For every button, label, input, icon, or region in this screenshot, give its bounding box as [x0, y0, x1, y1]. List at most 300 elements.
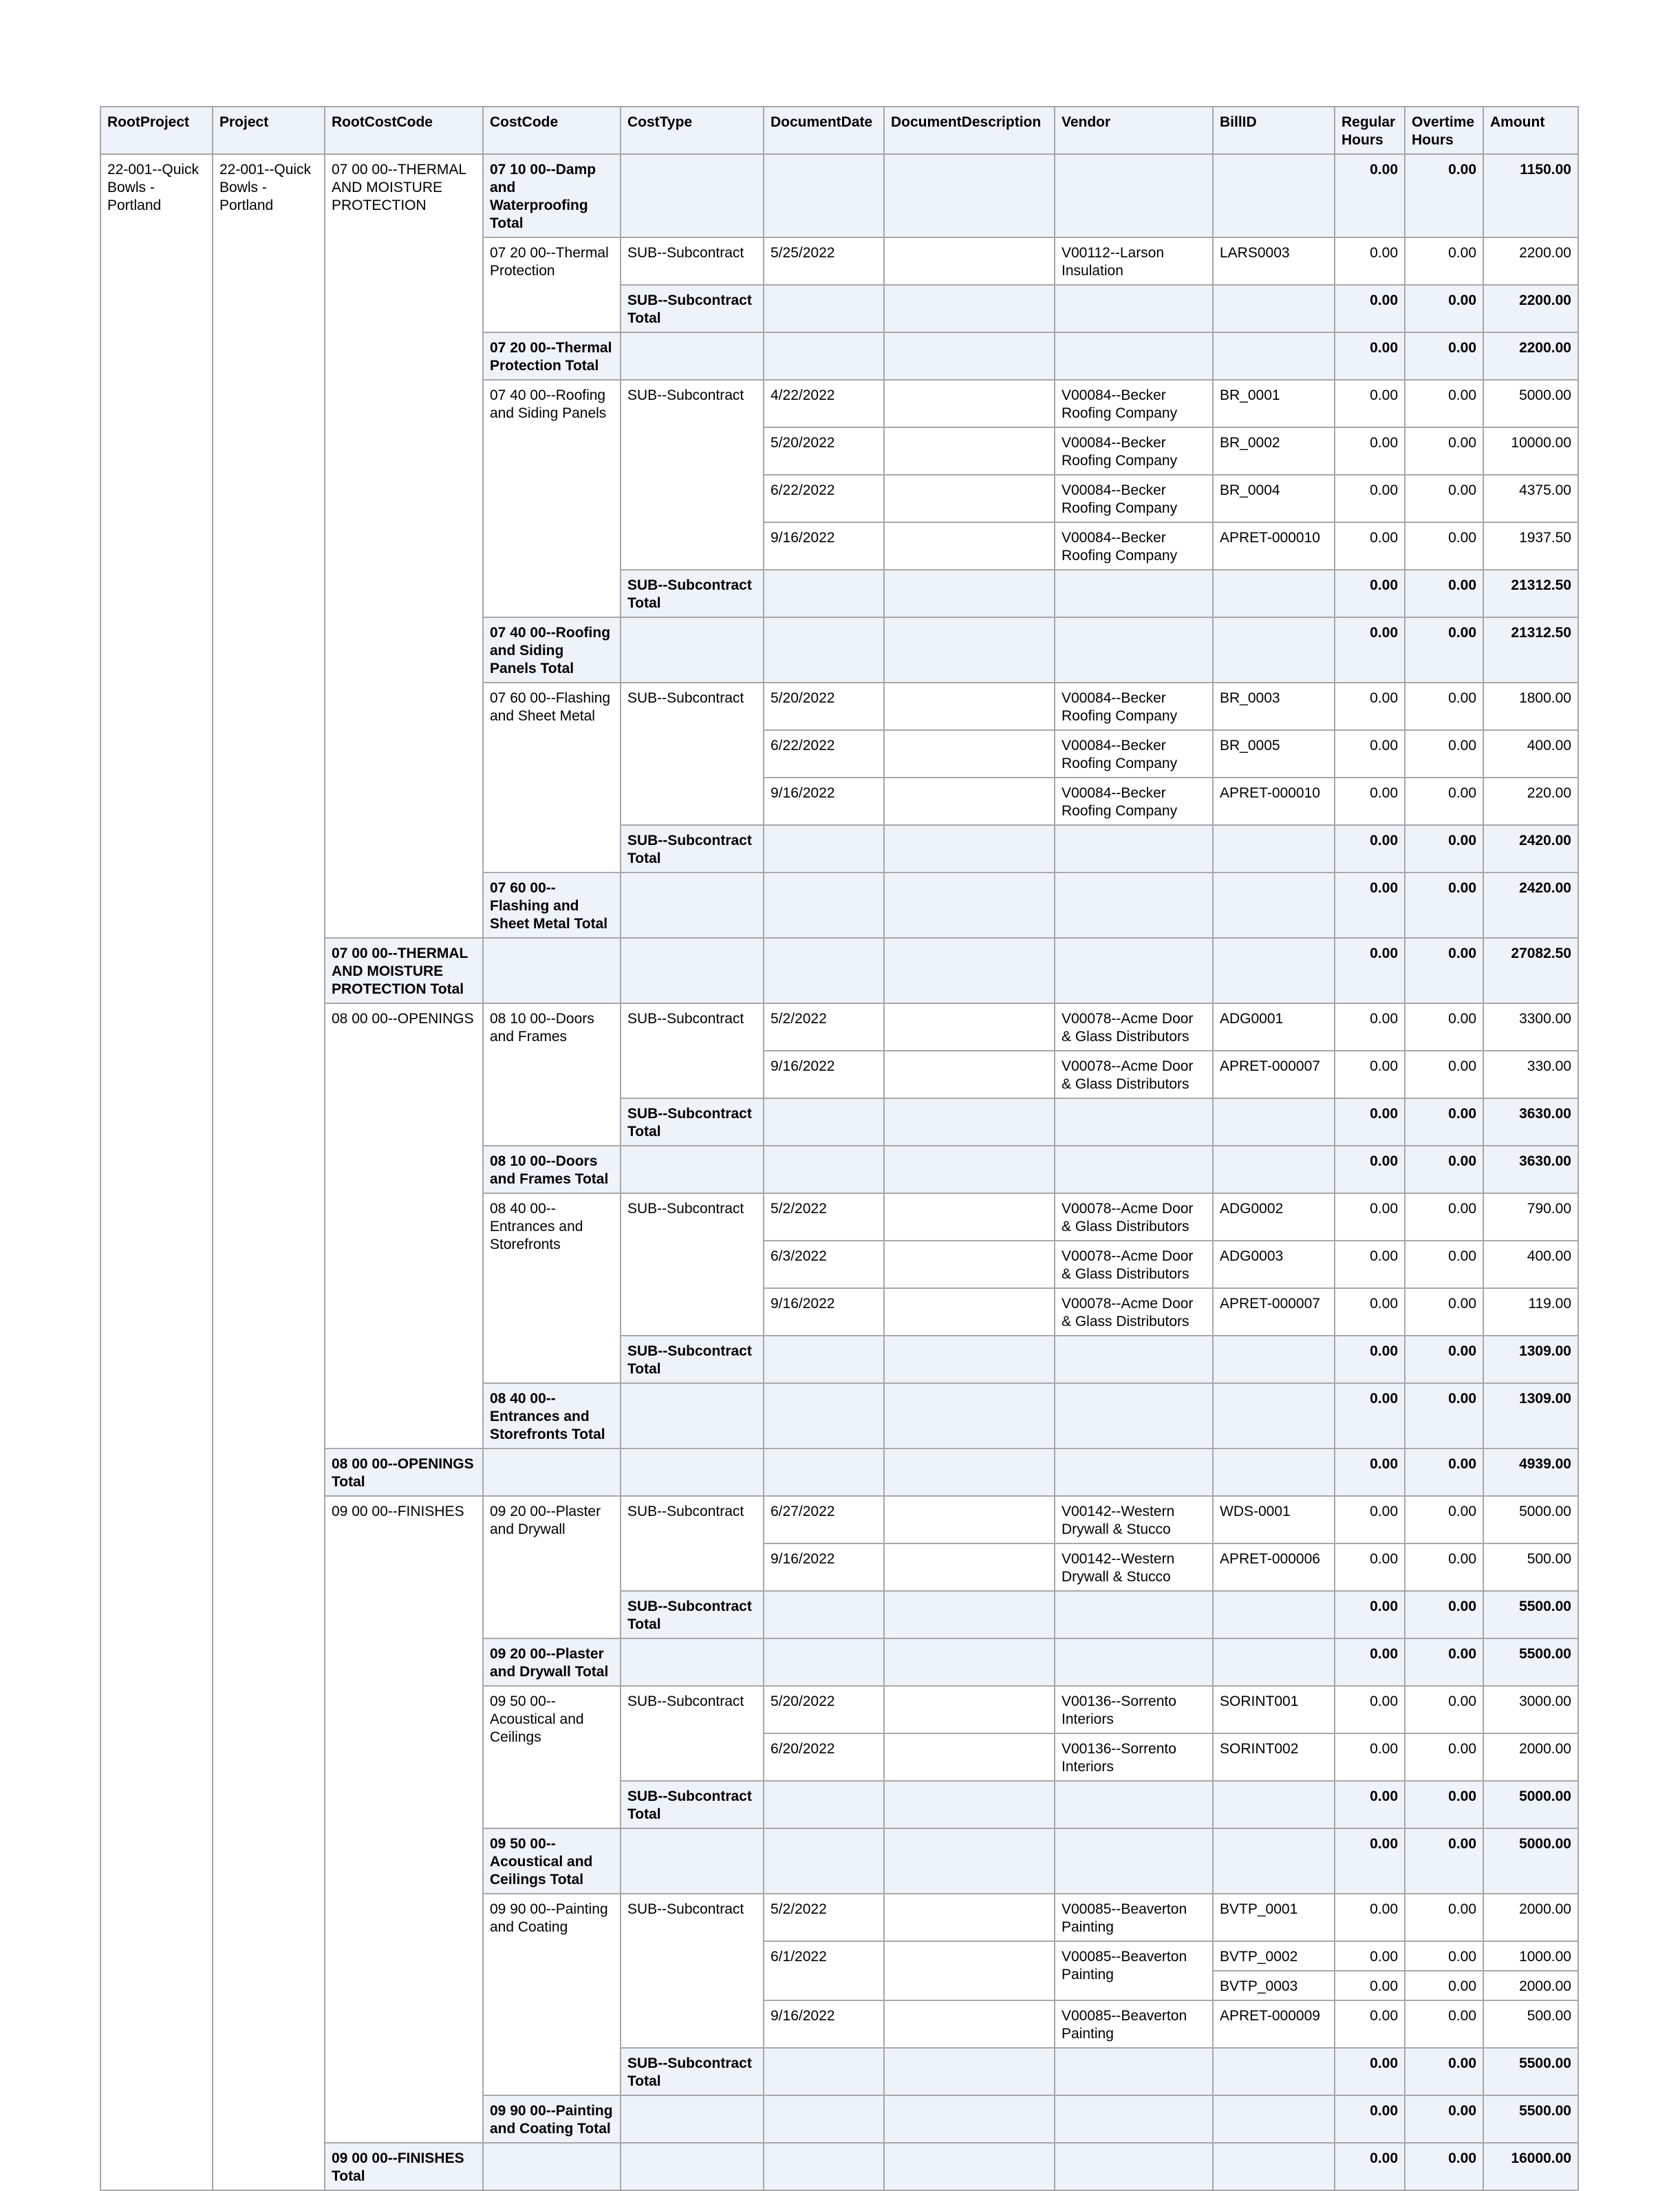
document-description-cell — [884, 683, 1055, 730]
bill-id-cell: SORINT001 — [1213, 1686, 1335, 1733]
overtime-hours-cell: 0.00 — [1405, 2095, 1483, 2143]
amount-cell: 5000.00 — [1483, 1828, 1578, 1894]
regular-hours-cell: 0.00 — [1335, 1733, 1405, 1781]
empty-cell — [1055, 1383, 1213, 1449]
document-date-cell: 5/20/2022 — [764, 427, 884, 475]
empty-cell — [764, 1146, 884, 1193]
overtime-hours-cell: 0.00 — [1405, 1638, 1483, 1686]
document-date-cell: 6/22/2022 — [764, 475, 884, 522]
bill-id-cell: BR_0003 — [1213, 683, 1335, 730]
cost-code-total-label: 07 20 00--Thermal Protection Total — [483, 332, 621, 380]
regular-hours-cell: 0.00 — [1335, 570, 1405, 617]
overtime-hours-cell: 0.00 — [1405, 154, 1483, 237]
vendor-cell: V00085--Beaverton Painting — [1055, 1894, 1213, 1941]
regular-hours-cell: 0.00 — [1335, 1591, 1405, 1638]
regular-hours-cell: 0.00 — [1335, 1894, 1405, 1941]
vendor-cell: V00142--Western Drywall & Stucco — [1055, 1543, 1213, 1591]
report-body — [100, 154, 1578, 2190]
document-description-cell — [884, 237, 1055, 285]
amount-cell: 2200.00 — [1483, 237, 1578, 285]
empty-cell — [1055, 1146, 1213, 1193]
empty-cell — [1213, 1449, 1335, 1496]
empty-cell — [764, 1336, 884, 1383]
empty-cell — [1213, 2143, 1335, 2190]
document-description-cell — [884, 2000, 1055, 2048]
cost-type-total-label: SUB--Subcontract Total — [621, 2048, 764, 2095]
empty-cell — [1055, 1781, 1213, 1828]
empty-cell — [884, 2143, 1055, 2190]
document-date-cell: 5/20/2022 — [764, 683, 884, 730]
amount-cell: 5500.00 — [1483, 2048, 1578, 2095]
empty-cell — [1213, 825, 1335, 873]
empty-cell — [764, 285, 884, 332]
overtime-hours-cell: 0.00 — [1405, 427, 1483, 475]
overtime-hours-cell: 0.00 — [1405, 1193, 1483, 1241]
cost-type-cell: SUB--Subcontract — [621, 237, 764, 285]
empty-cell — [621, 617, 764, 683]
bill-id-cell: APRET-000010 — [1213, 522, 1335, 570]
vendor-cell: V00078--Acme Door & Glass Distributors — [1055, 1003, 1213, 1051]
bill-id-cell: SORINT002 — [1213, 1733, 1335, 1781]
overtime-hours-cell: 0.00 — [1405, 730, 1483, 778]
amount-cell: 3630.00 — [1483, 1098, 1578, 1146]
regular-hours-cell: 0.00 — [1335, 873, 1405, 938]
regular-hours-cell: 0.00 — [1335, 380, 1405, 427]
amount-cell: 2420.00 — [1483, 873, 1578, 938]
empty-cell — [1213, 1591, 1335, 1638]
regular-hours-cell: 0.00 — [1335, 1496, 1405, 1543]
amount-cell: 5500.00 — [1483, 1591, 1578, 1638]
regular-hours-cell: 0.00 — [1335, 2048, 1405, 2095]
overtime-hours-cell: 0.00 — [1405, 285, 1483, 332]
bill-id-cell: BR_0005 — [1213, 730, 1335, 778]
bill-id-cell: BR_0004 — [1213, 475, 1335, 522]
overtime-hours-cell: 0.00 — [1405, 1828, 1483, 1894]
document-date-cell: 6/3/2022 — [764, 1241, 884, 1288]
regular-hours-cell: 0.00 — [1335, 1146, 1405, 1193]
document-description-cell — [884, 1733, 1055, 1781]
overtime-hours-cell: 0.00 — [1405, 380, 1483, 427]
cost-code-total-label: 07 40 00--Roofing and Siding Panels Total — [483, 617, 621, 683]
overtime-hours-cell: 0.00 — [1405, 332, 1483, 380]
amount-cell: 400.00 — [1483, 1241, 1578, 1288]
overtime-hours-cell: 0.00 — [1405, 1496, 1483, 1543]
empty-cell — [1055, 1828, 1213, 1894]
vendor-cell: V00084--Becker Roofing Company — [1055, 475, 1213, 522]
col-header-vendor: Vendor — [1055, 107, 1213, 154]
overtime-hours-cell: 0.00 — [1405, 1003, 1483, 1051]
empty-cell — [764, 873, 884, 938]
empty-cell — [1213, 1638, 1335, 1686]
cost-code-total-label: 09 90 00--Painting and Coating Total — [483, 2095, 621, 2143]
amount-cell: 2200.00 — [1483, 332, 1578, 380]
amount-cell: 4939.00 — [1483, 1449, 1578, 1496]
empty-cell — [884, 1591, 1055, 1638]
empty-cell — [764, 1449, 884, 1496]
document-description-cell — [884, 1051, 1055, 1098]
bill-id-cell: BVTP_0002 — [1213, 1941, 1335, 1971]
amount-cell: 5000.00 — [1483, 1781, 1578, 1828]
header-row — [100, 107, 1578, 154]
document-date-cell: 9/16/2022 — [764, 1051, 884, 1098]
overtime-hours-cell: 0.00 — [1405, 1781, 1483, 1828]
document-description-cell — [884, 1686, 1055, 1733]
amount-cell: 5500.00 — [1483, 1638, 1578, 1686]
bill-id-cell: LARS0003 — [1213, 237, 1335, 285]
amount-cell: 27082.50 — [1483, 938, 1578, 1003]
cost-type-total-label: SUB--Subcontract Total — [621, 825, 764, 873]
amount-cell: 1150.00 — [1483, 154, 1578, 237]
overtime-hours-cell: 0.00 — [1405, 1733, 1483, 1781]
regular-hours-cell: 0.00 — [1335, 1288, 1405, 1336]
cost-code-cell: 07 20 00--Thermal Protection — [483, 237, 621, 332]
regular-hours-cell: 0.00 — [1335, 285, 1405, 332]
document-date-cell: 6/1/2022 — [764, 1941, 884, 2000]
regular-hours-cell: 0.00 — [1335, 237, 1405, 285]
amount-cell: 400.00 — [1483, 730, 1578, 778]
amount-cell: 21312.50 — [1483, 617, 1578, 683]
root-cost-code-total-label: 08 00 00--OPENINGS Total — [325, 1449, 483, 1496]
empty-cell — [483, 938, 621, 1003]
document-date-cell: 6/27/2022 — [764, 1496, 884, 1543]
overtime-hours-cell: 0.00 — [1405, 873, 1483, 938]
bill-id-cell: APRET-000009 — [1213, 2000, 1335, 2048]
col-header-billid: BillID — [1213, 107, 1335, 154]
empty-cell — [621, 2095, 764, 2143]
overtime-hours-cell: 0.00 — [1405, 825, 1483, 873]
empty-cell — [1055, 938, 1213, 1003]
regular-hours-cell: 0.00 — [1335, 1098, 1405, 1146]
empty-cell — [1213, 938, 1335, 1003]
bill-id-cell: BR_0002 — [1213, 427, 1335, 475]
empty-cell — [884, 873, 1055, 938]
amount-cell: 1309.00 — [1483, 1383, 1578, 1449]
cost-type-cell: SUB--Subcontract — [621, 1193, 764, 1336]
amount-cell: 2200.00 — [1483, 285, 1578, 332]
overtime-hours-cell: 0.00 — [1405, 522, 1483, 570]
root-cost-code-total-label: 07 00 00--THERMAL AND MOISTURE PROTECTION Total — [325, 938, 483, 1003]
vendor-cell: V00078--Acme Door & Glass Distributors — [1055, 1193, 1213, 1241]
overtime-hours-cell: 0.00 — [1405, 1941, 1483, 1971]
regular-hours-cell: 0.00 — [1335, 778, 1405, 825]
document-description-cell — [884, 1941, 1055, 2000]
empty-cell — [764, 1828, 884, 1894]
empty-cell — [621, 938, 764, 1003]
regular-hours-cell: 0.00 — [1335, 1543, 1405, 1591]
document-description-cell — [884, 475, 1055, 522]
regular-hours-cell: 0.00 — [1335, 938, 1405, 1003]
document-description-cell — [884, 1193, 1055, 1241]
empty-cell — [764, 1781, 884, 1828]
document-description-cell — [884, 778, 1055, 825]
vendor-cell: V00112--Larson Insulation — [1055, 237, 1213, 285]
amount-cell: 3630.00 — [1483, 1146, 1578, 1193]
cost-type-total-label: SUB--Subcontract Total — [621, 570, 764, 617]
regular-hours-cell: 0.00 — [1335, 1336, 1405, 1383]
overtime-hours-cell: 0.00 — [1405, 1288, 1483, 1336]
empty-cell — [764, 1383, 884, 1449]
overtime-hours-cell: 0.00 — [1405, 570, 1483, 617]
regular-hours-cell: 0.00 — [1335, 617, 1405, 683]
empty-cell — [884, 2095, 1055, 2143]
root-cost-code-total-label: 09 00 00--FINISHES Total — [325, 2143, 483, 2190]
overtime-hours-cell: 0.00 — [1405, 1383, 1483, 1449]
vendor-cell: V00084--Becker Roofing Company — [1055, 683, 1213, 730]
vendor-cell: V00136--Sorrento Interiors — [1055, 1733, 1213, 1781]
regular-hours-cell: 0.00 — [1335, 1449, 1405, 1496]
document-description-cell — [884, 380, 1055, 427]
amount-cell: 3300.00 — [1483, 1003, 1578, 1051]
empty-cell — [1213, 1383, 1335, 1449]
bill-id-cell: ADG0002 — [1213, 1193, 1335, 1241]
vendor-cell: V00085--Beaverton Painting — [1055, 1941, 1213, 2000]
amount-cell: 4375.00 — [1483, 475, 1578, 522]
document-date-cell: 6/22/2022 — [764, 730, 884, 778]
amount-cell: 1937.50 — [1483, 522, 1578, 570]
document-description-cell — [884, 427, 1055, 475]
col-header-documentdescription: DocumentDescription — [884, 107, 1055, 154]
overtime-hours-cell: 0.00 — [1405, 1241, 1483, 1288]
empty-cell — [764, 332, 884, 380]
empty-cell — [884, 1828, 1055, 1894]
empty-cell — [884, 825, 1055, 873]
document-date-cell: 5/25/2022 — [764, 237, 884, 285]
empty-cell — [884, 617, 1055, 683]
overtime-hours-cell: 0.00 — [1405, 683, 1483, 730]
empty-cell — [1055, 1591, 1213, 1638]
document-description-cell — [884, 1496, 1055, 1543]
overtime-hours-cell: 0.00 — [1405, 778, 1483, 825]
empty-cell — [621, 1638, 764, 1686]
empty-cell — [1213, 2048, 1335, 2095]
regular-hours-cell: 0.00 — [1335, 1638, 1405, 1686]
document-date-cell: 6/20/2022 — [764, 1733, 884, 1781]
empty-cell — [1213, 2095, 1335, 2143]
col-header-project: Project — [213, 107, 325, 154]
cost-code-cell: 08 40 00--Entrances and Storefronts — [483, 1193, 621, 1383]
document-date-cell: 9/16/2022 — [764, 1288, 884, 1336]
empty-cell — [1213, 873, 1335, 938]
regular-hours-cell: 0.00 — [1335, 1828, 1405, 1894]
overtime-hours-cell: 0.00 — [1405, 1543, 1483, 1591]
cost-type-cell: SUB--Subcontract — [621, 1496, 764, 1591]
empty-cell — [1213, 1146, 1335, 1193]
empty-cell — [764, 2095, 884, 2143]
regular-hours-cell: 0.00 — [1335, 2143, 1405, 2190]
cost-code-total-label: 09 20 00--Plaster and Drywall Total — [483, 1638, 621, 1686]
vendor-cell: V00084--Becker Roofing Company — [1055, 778, 1213, 825]
amount-cell: 5000.00 — [1483, 380, 1578, 427]
empty-cell — [1213, 285, 1335, 332]
document-date-cell: 5/2/2022 — [764, 1003, 884, 1051]
cost-type-cell: SUB--Subcontract — [621, 683, 764, 825]
bill-id-cell: BVTP_0001 — [1213, 1894, 1335, 1941]
document-description-cell — [884, 1241, 1055, 1288]
vendor-cell: V00078--Acme Door & Glass Distributors — [1055, 1241, 1213, 1288]
amount-cell: 5500.00 — [1483, 2095, 1578, 2143]
overtime-hours-cell: 0.00 — [1405, 1591, 1483, 1638]
empty-cell — [1213, 617, 1335, 683]
regular-hours-cell: 0.00 — [1335, 1193, 1405, 1241]
empty-cell — [884, 1336, 1055, 1383]
amount-cell: 5000.00 — [1483, 1496, 1578, 1543]
regular-hours-cell: 0.00 — [1335, 154, 1405, 237]
empty-cell — [884, 1146, 1055, 1193]
empty-cell — [884, 2048, 1055, 2095]
empty-cell — [621, 332, 764, 380]
regular-hours-cell: 0.00 — [1335, 1941, 1405, 1971]
amount-cell: 16000.00 — [1483, 2143, 1578, 2190]
document-description-cell — [884, 1894, 1055, 1941]
empty-cell — [764, 617, 884, 683]
empty-cell — [884, 1449, 1055, 1496]
empty-cell — [1213, 154, 1335, 237]
empty-cell — [884, 1638, 1055, 1686]
empty-cell — [764, 570, 884, 617]
vendor-cell: V00084--Becker Roofing Company — [1055, 522, 1213, 570]
overtime-hours-cell: 0.00 — [1405, 1146, 1483, 1193]
empty-cell — [764, 154, 884, 237]
empty-cell — [1055, 1449, 1213, 1496]
amount-cell: 330.00 — [1483, 1051, 1578, 1098]
empty-cell — [1055, 1098, 1213, 1146]
bill-id-cell: WDS-0001 — [1213, 1496, 1335, 1543]
empty-cell — [1055, 617, 1213, 683]
empty-cell — [764, 938, 884, 1003]
cost-type-total-label: SUB--Subcontract Total — [621, 1098, 764, 1146]
regular-hours-cell: 0.00 — [1335, 683, 1405, 730]
empty-cell — [884, 570, 1055, 617]
overtime-hours-cell: 0.00 — [1405, 1894, 1483, 1941]
empty-cell — [621, 1449, 764, 1496]
empty-cell — [1213, 1336, 1335, 1383]
cost-code-total-row — [100, 154, 1578, 237]
amount-cell: 21312.50 — [1483, 570, 1578, 617]
empty-cell — [884, 938, 1055, 1003]
regular-hours-cell: 0.00 — [1335, 730, 1405, 778]
cost-type-cell: SUB--Subcontract — [621, 1686, 764, 1781]
regular-hours-cell: 0.00 — [1335, 522, 1405, 570]
cost-type-cell: SUB--Subcontract — [621, 1003, 764, 1098]
col-header-overtime-hours: Overtime Hours — [1405, 107, 1483, 154]
empty-cell — [1213, 332, 1335, 380]
amount-cell: 3000.00 — [1483, 1686, 1578, 1733]
cost-code-cell: 09 50 00--Acoustical and Ceilings — [483, 1686, 621, 1828]
col-header-rootcostcode: RootCostCode — [325, 107, 483, 154]
empty-cell — [764, 825, 884, 873]
amount-cell: 10000.00 — [1483, 427, 1578, 475]
root-cost-code-cell: 09 00 00--FINISHES — [325, 1496, 483, 2143]
regular-hours-cell: 0.00 — [1335, 1686, 1405, 1733]
cost-code-cell: 07 40 00--Roofing and Siding Panels — [483, 380, 621, 617]
document-date-cell: 5/2/2022 — [764, 1193, 884, 1241]
document-date-cell: 5/2/2022 — [764, 1894, 884, 1941]
col-header-amount: Amount — [1483, 107, 1578, 154]
amount-cell: 2420.00 — [1483, 825, 1578, 873]
regular-hours-cell: 0.00 — [1335, 1003, 1405, 1051]
empty-cell — [1055, 2143, 1213, 2190]
empty-cell — [884, 332, 1055, 380]
cost-code-total-label: 07 10 00--Damp and Waterproofing Total — [483, 154, 621, 237]
amount-cell: 500.00 — [1483, 2000, 1578, 2048]
empty-cell — [621, 1383, 764, 1449]
empty-cell — [1055, 285, 1213, 332]
root-cost-code-cell: 07 00 00--THERMAL AND MOISTURE PROTECTION — [325, 154, 483, 938]
bill-id-cell: APRET-000007 — [1213, 1288, 1335, 1336]
overtime-hours-cell: 0.00 — [1405, 1971, 1483, 2000]
amount-cell: 1800.00 — [1483, 683, 1578, 730]
bill-id-cell: BR_0001 — [1213, 380, 1335, 427]
cost-code-cell: 09 90 00--Painting and Coating — [483, 1894, 621, 2095]
empty-cell — [884, 154, 1055, 237]
empty-cell — [621, 1146, 764, 1193]
empty-cell — [764, 1591, 884, 1638]
document-date-cell: 5/20/2022 — [764, 1686, 884, 1733]
cost-type-total-label: SUB--Subcontract Total — [621, 1591, 764, 1638]
empty-cell — [764, 2143, 884, 2190]
regular-hours-cell: 0.00 — [1335, 2095, 1405, 2143]
document-description-cell — [884, 1288, 1055, 1336]
overtime-hours-cell: 0.00 — [1405, 1051, 1483, 1098]
regular-hours-cell: 0.00 — [1335, 332, 1405, 380]
regular-hours-cell: 0.00 — [1335, 427, 1405, 475]
cost-type-cell: SUB--Subcontract — [621, 380, 764, 570]
empty-cell — [884, 285, 1055, 332]
empty-cell — [1055, 2095, 1213, 2143]
empty-cell — [621, 154, 764, 237]
empty-cell — [483, 2143, 621, 2190]
empty-cell — [1055, 332, 1213, 380]
overtime-hours-cell: 0.00 — [1405, 1686, 1483, 1733]
cost-code-cell: 08 10 00--Doors and Frames — [483, 1003, 621, 1146]
empty-cell — [884, 1781, 1055, 1828]
cost-type-cell: SUB--Subcontract — [621, 1894, 764, 2048]
cost-code-total-label: 08 40 00--Entrances and Storefronts Total — [483, 1383, 621, 1449]
document-date-cell: 9/16/2022 — [764, 1543, 884, 1591]
empty-cell — [1213, 1098, 1335, 1146]
overtime-hours-cell: 0.00 — [1405, 1098, 1483, 1146]
overtime-hours-cell: 0.00 — [1405, 475, 1483, 522]
regular-hours-cell: 0.00 — [1335, 1781, 1405, 1828]
col-header-rootproject: RootProject — [100, 107, 213, 154]
regular-hours-cell: 0.00 — [1335, 1051, 1405, 1098]
empty-cell — [1213, 1828, 1335, 1894]
cost-code-total-label: 09 50 00--Acoustical and Ceilings Total — [483, 1828, 621, 1894]
empty-cell — [764, 2048, 884, 2095]
amount-cell: 119.00 — [1483, 1288, 1578, 1336]
vendor-cell: V00078--Acme Door & Glass Distributors — [1055, 1288, 1213, 1336]
cost-type-total-label: SUB--Subcontract Total — [621, 1336, 764, 1383]
vendor-cell: V00084--Becker Roofing Company — [1055, 730, 1213, 778]
project-cell: 22-001--Quick Bowls - Portland — [213, 154, 325, 2190]
overtime-hours-cell: 0.00 — [1405, 617, 1483, 683]
amount-cell: 1309.00 — [1483, 1336, 1578, 1383]
document-date-cell: 4/22/2022 — [764, 380, 884, 427]
vendor-cell: V00084--Becker Roofing Company — [1055, 380, 1213, 427]
vendor-cell: V00142--Western Drywall & Stucco — [1055, 1496, 1213, 1543]
document-description-cell — [884, 522, 1055, 570]
empty-cell — [884, 1383, 1055, 1449]
regular-hours-cell: 0.00 — [1335, 475, 1405, 522]
amount-cell: 500.00 — [1483, 1543, 1578, 1591]
root-project-cell: 22-001--Quick Bowls - Portland — [100, 154, 213, 2190]
root-cost-code-cell: 08 00 00--OPENINGS — [325, 1003, 483, 1449]
empty-cell — [1055, 825, 1213, 873]
bill-id-cell: BVTP_0003 — [1213, 1971, 1335, 2000]
overtime-hours-cell: 0.00 — [1405, 2000, 1483, 2048]
empty-cell — [1213, 570, 1335, 617]
empty-cell — [884, 1098, 1055, 1146]
